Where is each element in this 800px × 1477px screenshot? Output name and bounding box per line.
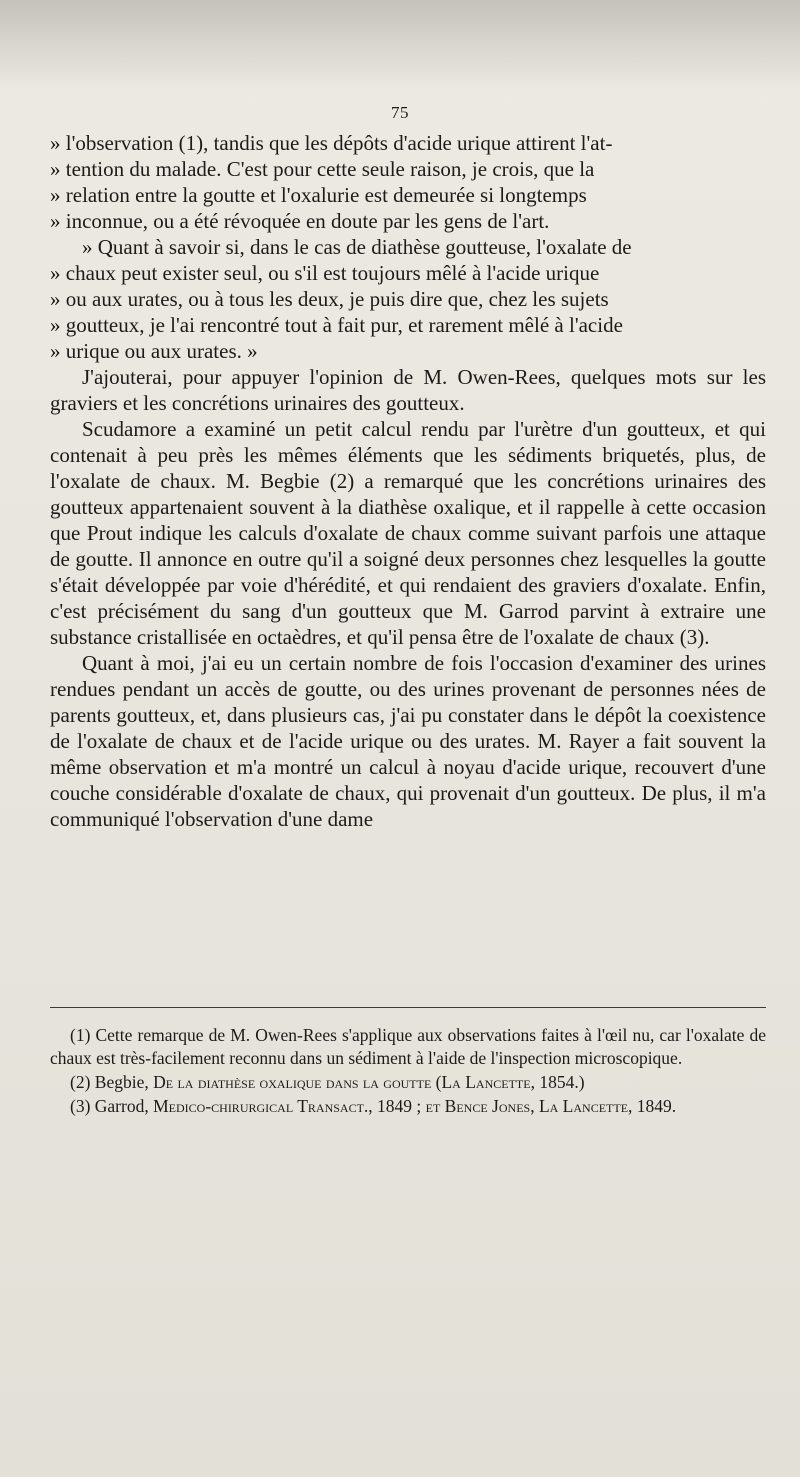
paragraph: Quant à moi, j'ai eu un certain nombre de fois l'occasion d'examiner des urines rendues pendant un accès de goutte, ou des urines provenant de personnes nées de parents goutteux, et, dans plusieurs cas, j'ai pu constater dans le dépôt la coexistence de l'oxalate de chaux et de l'acide urique ou des urates. M. Rayer a fait souvent la même observation et m'a montré un calcul à noyau d'acide urique, recouvert d'une couche considérable d'oxalate de chaux, qui provenait d'un goutteux. De plus, il m'a communiqué l'observation d'une dame [50,651,766,831]
footnote: (1) Cette remarque de M. Owen-Rees s'applique aux observations faites à l'œil nu, car l'oxalate de chaux est très-facilement reconnu dans un sédiment à l'aide de l'inspection microscopique. [50,1025,766,1068]
quote-line: » goutteux, je l'ai rencontré tout à fait pur, et rarement mêlé à l'acide [50,313,623,337]
footnotes [50,1024,766,1119]
quote-line: » inconnue, ou a été révoquée en doute par les gens de l'art. [50,209,550,233]
quote-line: » chaux peut exister seul, ou s'il est toujours mêlé à l'acide urique [50,261,600,285]
paragraph: Scudamore a examiné un petit calcul rendu par l'urètre d'un goutteux, et qui contenait à peu près les mêmes éléments que les sédiments briquetés, plus, de l'oxalate de chaux. M. Begbie (2) a remarqué que les concrétions urinaires des goutteux appartenaient souvent à la diathèse oxalique, et il rappelle à cette occasion que Prout indique les calculs d'oxalate de chaux comme suivant parfois une attaque de goutte. Il annonce en outre qu'il a soigné deux personnes chez lesquelles la goutte s'était développée par voie d'hérédité, et qui rendaient des graviers d'oxalate. Enfin, c'est précisément du sang d'un goutteux que M. Garrod parvint à extraire une substance cristallisée en octaèdres, et qu'il pensa être de l'oxalate de chaux (3). [50,417,766,649]
quote-line: » Quant à savoir si, dans le cas de diathèse goutteuse, l'oxalate de [82,235,632,259]
quote-line: » ou aux urates, ou à tous les deux, je puis dire que, chez les sujets [50,287,609,311]
footnote [50,1071,766,1094]
quote-line: » relation entre la goutte et l'oxalurie est demeurée si longtemps [50,183,587,207]
footnote-text: (2) Begbie, [70,1072,154,1092]
footnote-source: Medico-chirurgical Transact., 1849 ; et Bence Jones, La Lancette, 1849. [153,1096,677,1116]
footnote-divider [50,1007,766,1008]
body-text [50,130,766,832]
footnote [50,1095,766,1118]
paragraph: J'ajouterai, pour appuyer l'opinion de M. Owen-Rees, quelques mots sur les graviers et les concrétions urinaires des goutteux. [50,365,766,415]
scan-shadow [0,0,800,90]
quote-line: » tention du malade. C'est pour cette seule raison, je crois, que la [50,157,595,181]
footnote-text: (3) Garrod, [70,1096,154,1116]
quote-line: » urique ou aux urates. » [50,339,258,363]
footnote-source: De la diathèse oxalique dans la goutte (La Lancette, 1854.) [153,1072,585,1092]
page-number: 75 [391,103,409,122]
quote-line: » l'observation (1), tandis que les dépôts d'acide urique attirent l'at- [50,131,613,155]
